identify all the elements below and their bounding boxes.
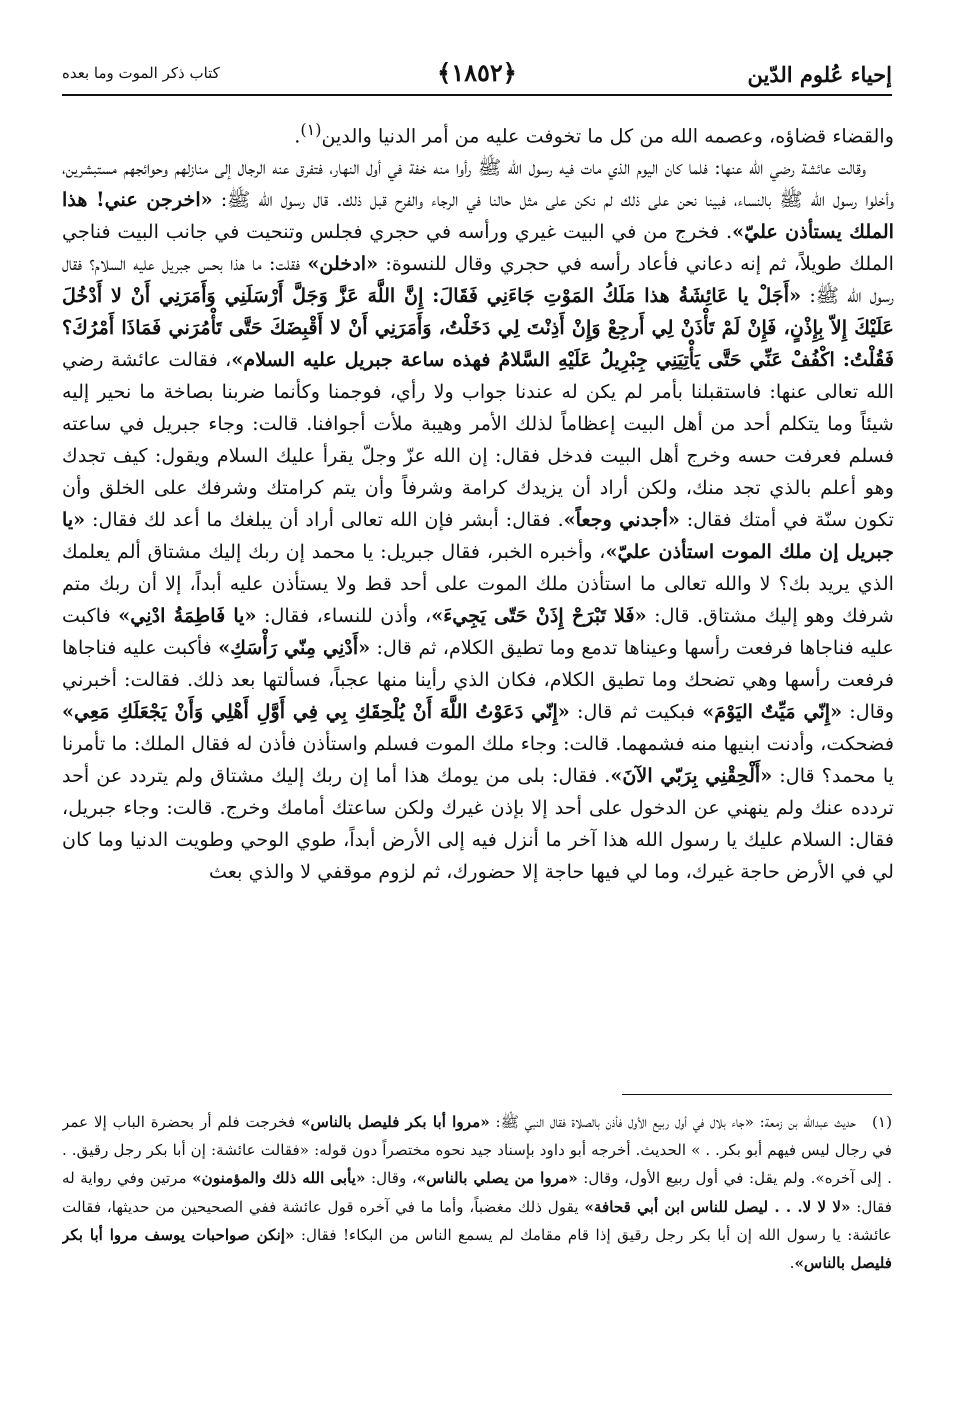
paragraph-text: والقضاء قضاؤه، وعصمه الله من كل ما تخوفت عليه من أمر الدنيا والدين [321,124,894,148]
narration-text: . [789,1254,795,1273]
footnote-marker: (١) [871,1113,892,1131]
running-header [62,58,892,92]
narration-text: فخرجت فلم أر بحضرة الباب إلا عمر في رجال ليس فيهم أبو بكر. . » الحديث. أخرجه أبو داود بإسناد جيد نحوه مختصراً دون قوله: «فقالت عائشة: إن أبا بكر رجل رقيق. . . إلى آخره». ولم يقل: في أول ربيع الأول، وقال: [62,1113,892,1188]
quoted-hadith: «فَلا تَبْرَحْ إِذَنْ حَتّى يَجِيءَ» [431,604,647,628]
narration-text: . فخرج من في البيت غيري ورأسه في حجري فجلس وتنحيت في جانب البيت فناجي الملك طويلاً، ثم إنه دعاني فأعاد رأسه في حجري وقال للنسوة: [62,220,894,276]
quoted-hadith: «أجدني وجعاً» [563,508,680,532]
narration-text: مرتين وفي رواية له فقال: [62,1169,892,1216]
quoted-hadith: «لا لا لا. . . ليصل للناس ابن أبي قحافة» [584,1197,851,1216]
paragraph-continued: والقضاء قضاؤه، وعصمه الله من كل ما تخوفت عليه من أمر الدنيا والدين$^{(١)}$. [294,120,894,148]
narration-text: حديث عبدالله بن زمعة: «جاء بلال في أول ربيع الأول فأذن بالصلاة فقال النبي ﷺ: [489,1113,856,1131]
quoted-hadith: «إِنّي دَعَوْتُ اللَّهَ أَنْ يُلْحِقَكِ بِي فِي أَوَّلِ أَهْلِي وَأَنْ يَجْعَلَكِ مَعِي» [62,700,570,724]
narration-text: فبكيت ثم قال: [569,700,703,724]
quoted-hadith: «يا فَاطِمَةُ ادْنِي» [118,604,257,628]
quoted-hadith: «أَجَلْ يا عَائِشَةُ هذا مَلَكُ المَوْتِ جَاءَنِي فَقَالَ: إِنَّ اللَّهَ عَزَّ وَجَلَّ أَرْسَلَنِي وَأَمَرَنِي أَنْ لا أَدْخُلَ عَلَيْكَ إِلاّ بِإِذْنٍ، فَإِنْ لَمْ تَأْذَنْ لِي أَرجِعْ وَإِنْ أَذِنْتَ لِي دَخَلْتُ، وَأَمَرَنِي أَنْ لا أَقْبِضَكَ حَتَّى تَأْمُرَني فَمَاذَا أَمْرُكَ؟ فَقُلْتُ: اكْفُفْ عَنِّي حَتَّى يَأْتِيَنِي جِبْرِيلُ عَلَيْهِ السَّلامُ فهذه ساعة جبريل عليه السلام» [62,284,894,372]
narration-text: ، وأذن للنساء، فقال: [256,604,432,628]
quoted-hadith: «ادخلن» [307,252,379,276]
quoted-hadith: «مروا من يصلي بالناس» [416,1169,578,1188]
page-number: ﴿١٨٥٢﴾ [437,58,517,87]
quoted-hadith: «أَلْحِقْنِي بِرَبّي الآنَ» [610,764,773,788]
narration-text: فأكبت عليه فناجاها فرفعت رأسها وهي تضحك وما تطيق الكلام، فكان الذي رأينا منها عجباً، فسألتها بعد ذلك. فقالت: أخبرني وقال: [62,636,894,724]
quoted-hadith: «أَدْنِي مِنّي رَأْسَكِ» [218,636,371,660]
footnote-reference: (١) [300,120,322,139]
quoted-hadith: «يا جبريل إن ملك الموت استأذن عليّ» [62,508,894,564]
main-text [62,114,894,1064]
narration-text: ، وقال: [365,1169,417,1188]
narration-text: فقلت: ما هذا بحس جبريل عليه السلام؟ فقال رسول الله ﷺ: [62,252,894,308]
narration-text: فضحكت، وأدنت ابنيها منه فشمهما. قالت: وجاء ملك الموت فسلم واستأذن فأذن له فقال الملك: ما تأمرنا يا محمد؟ قال: [62,732,894,788]
footnote-1 [62,1108,892,1277]
narration-text: . فقال: أبشر فإن الله تعالى أراد أن يبلغك ما أعد لك فقال: [85,508,564,532]
narration-text: فاكبت عليه فناجاها فرفعت رأسها وعيناها تدمع وما تطيق الكلام، ثم قال: [62,604,894,660]
chapter-title: كتاب ذكر الموت وما بعده [62,64,220,82]
header-rule [62,94,892,96]
footnote-separator [622,1094,892,1095]
quoted-hadith: «اخرجن عني! هذا الملك يستأذن عليّ» [62,188,894,244]
paragraph-aisha-narration [62,152,894,888]
narration-text: ، فقالت عائشة رضي الله تعالى عنها: فاستقبلنا بأمر لم يكن له عندنا جواب ولا رأي، فوجمنا وكأنما ضربنا بصاخة ما نحير إليه شيئاً وما يتكلم أحد من أهل البيت إعظاماً لذلك الأمر وهيبة ملأت أجوافنا. قالت: وجاء جبريل في ساعته فسلم فعرفت حسه وخرج أهل البيت فدخل فقال: إن الله عزّ وجلّ يقرأ عليك السلام ويقول: كيف تجدك وهو أعلم بالذي تجد منك، ولكن أراد أن يزيدك كرامة وشرفاً وأن يتم كرامتك وشرفك على الخلق وأن تكون سنّة في أمتك فقال: [62,348,894,532]
quoted-hadith: «إِنّي مَيِّتٌ اليَوْمَ» [702,700,843,724]
quoted-hadith: «إنكن صواحبات يوسف مروا أبا بكر فليصل بالناس» [62,1225,892,1273]
quoted-hadith: «مروا أبا بكر فليصل بالناس» [300,1113,490,1131]
narration-text: ، وأخبره الخبر، فقال جبريل: يا محمد إن ربك إليك مشتاق ألم يعلمك الذي يريد بك؟ لا والله تعالى ما استأذن ملك الموت على أحد قط ولا يستأذن عليه أبداً، إلا أن ربك متم شرفك وهو إليك مشتاق. قال: [62,540,894,628]
book-title: إحياء عُلوم الدّين [747,62,892,87]
footnotes [62,1108,892,1348]
quoted-hadith: «يأبى الله ذلك والمؤمنون» [192,1169,366,1188]
narration-text: وقالت عائشة رضي الله عنها: فلما كان اليوم الذي مات فيه رسول الله ﷺ رأوا منه خفة في أول النهار، فتفرق عنه الرجال إلى منازلهم وحوائجهم مستبشرين، وأخلوا رسول الله ﷺ بالنساء، فبينا نحن على ذلك لم نكن على مثل حالنا في الرجاء والفرح قبل ذلك. قال رسول الله ﷺ: [62,156,894,212]
narration-text: . فقال: بلى من يومك هذا أما إن ربك إليك مشتاق ولم يتردد عن أحد تردده عنك ولم ينهني عن الدخول على أحد إلا بإذن غيرك ولكن ساعتك أمامك وخرج. قالت: وجاء جبريل، فقال: السلام عليك يا رسول الله هذا آخر ما أنزل فيه إلى الأرض أبداً، طوي الوحي وطويت الدنيا وما كان لي في الأرض حاجة غيرك، وما لي فيها حاجة إلا حضورك، ثم لزوم موقفي لا والذي بعث [62,764,894,884]
narration-text: يقول ذلك مغضباً، وأما ما في آخره قول عائشة ففي الصحيحين من حديثها، فقالت عائشة: يا رسول الله إن أبا بكر رجل رقيق إذا قام مقامك لم يسمع الناس من البكاء! فقال: [62,1197,892,1244]
